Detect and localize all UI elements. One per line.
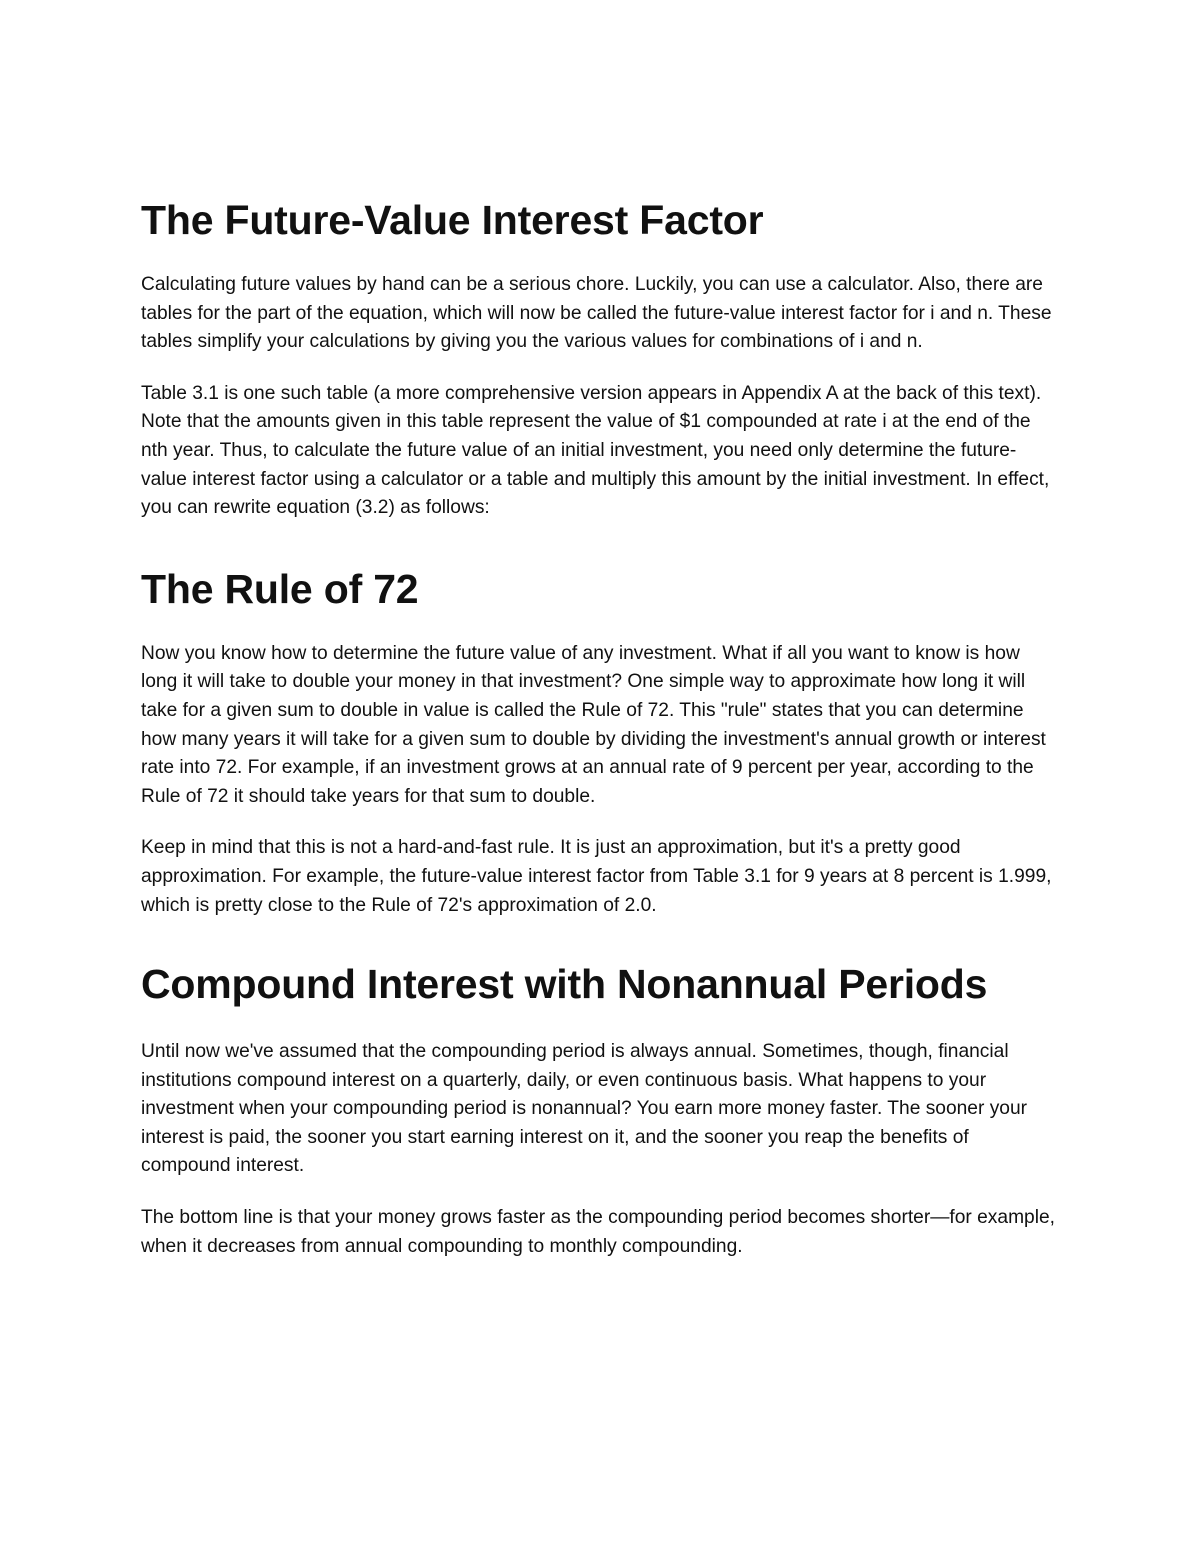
paragraph: Now you know how to determine the future value of any investment. What if all you want to know is how long it will take to double your money in that investment? One simple way to approximate how long it will take for a given sum to double in value is called the Rule of 72. This "rule" states that you can determine how many years it will take for a given sum to double by dividing the investment's annual growth or interest rate into 72. For example, if an investment grows at an annual rate of 9 percent per year, according to the Rule of 72 it should take years for that sum to double. — [141, 642, 1046, 807]
paragraph: The bottom line is that your money grows faster as the compounding period becomes shorter—for example, when it decreases from annual compounding to monthly compounding. — [141, 1207, 1055, 1257]
section-heading-future-value-interest-factor: The Future-Value Interest Factor — [141, 197, 764, 243]
paragraph: Calculating future values by hand can be a serious chore. Luckily, you can use a calculator. Also, there are tables for the part of the equation, which will now be called the future-value interest factor for i and n. These tables simplify your calculations by giving you the various values for combinations of i and n. — [141, 274, 1052, 353]
paragraph: Keep in mind that this is not a hard-and-fast rule. It is just an approximation, but it's a pretty good approximation. For example, the future-value interest factor from Table 3.1 for 9 years at 8 percent is 1.999, which is pretty close to the Rule of 72's approximation of 2.0. — [141, 837, 1052, 916]
document-page — [141, 190, 1061, 1261]
paragraph: Table 3.1 is one such table (a more comprehensive version appears in Appendix A at the back of this text). Note that the amounts given in this table represent the value of $1 compounded at rate i at the end of the nth year. Thus, to calculate the future value of an initial investment, you need only determine the future-value interest factor using a calculator or a table and multiply this amount by the initial investment. In effect, you can rewrite equation (3.2) as follows: — [141, 382, 1050, 519]
section-heading-rule-of-72: The Rule of 72 — [141, 565, 419, 612]
paragraph: Until now we've assumed that the compounding period is always annual. Sometimes, though, financial institutions compound interest on a quarterly, daily, or even continuous basis. What happens to your investment when your compounding period is nonannual? You earn more money faster. The sooner your interest is paid, the sooner you start earning interest on it, and the sooner you reap the benefits of compound interest. — [141, 1041, 1028, 1177]
section-heading-compound-interest-nonannual: Compound Interest with Nonannual Periods — [141, 961, 988, 1008]
